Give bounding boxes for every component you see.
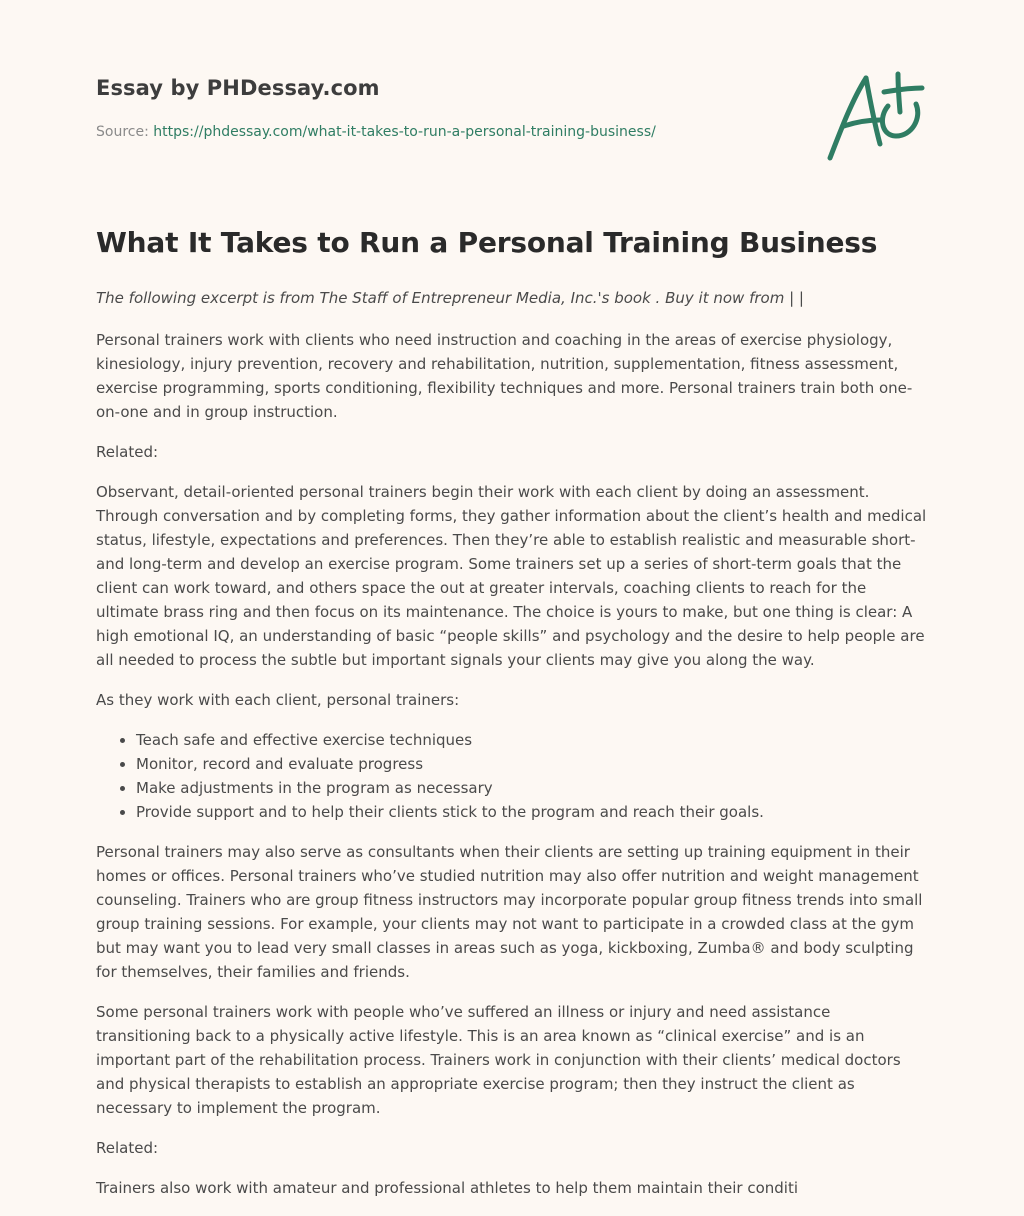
list-item: • Teach safe and effective exercise techniques	[136, 728, 928, 752]
source-line	[96, 124, 656, 140]
list-item: • Provide support and to help their clients stick to the program and reach their goals.	[136, 800, 928, 824]
a-plus-logo-icon	[826, 70, 926, 164]
site-brand: Essay by PHDessay.com	[96, 76, 380, 100]
intro-excerpt: The following excerpt is from The Staff of Entrepreneur Media, Inc.'s book . Buy it now from | |	[96, 289, 804, 307]
source-link[interactable]: https://phdessay.com/what-it-takes-to-run-a-personal-training-business/	[153, 124, 656, 140]
paragraph-2: Observant, detail-oriented personal trainers begin their work with each client by doing an assessment. Through conversation and by completing forms, they gather information about the client’s health and medical status, lifestyle, expectations and preferences. Then they’re able to establish realistic and measurable short- and long-term and develop an exercise program. Some trainers set up a series of short-term goals that the client can work toward, and others space the out at greater intervals, coaching clients to reach for the ultimate brass ring and then focus on its maintenance. The choice is yours to make, but one thing is clear: A high emotional IQ, an understanding of basic “people skills” and psychology and the desire to help people are all needed to process the subtle but important signals your clients may give you along the way.	[96, 483, 927, 669]
article-title: What It Takes to Run a Personal Training Business	[96, 226, 878, 259]
paragraph-1: Personal trainers work with clients who need instruction and coaching in the areas of exercise physiology, kinesiology, injury prevention, recovery and rehabilitation, nutrition, supplementation, fitness assessment, exercise programming, sports conditioning, flexibility techniques and more. Personal trainers train both one-on-one and in group instruction.	[96, 331, 913, 421]
related-label-2: Related:	[96, 1139, 159, 1157]
source-label: Source:	[96, 124, 149, 140]
duties-list	[96, 728, 928, 824]
paragraph-6: Trainers also work with amateur and professional athletes to help them maintain their conditi	[96, 1179, 799, 1197]
article-body	[96, 286, 928, 1216]
paragraph-3: As they work with each client, personal trainers:	[96, 691, 460, 709]
list-item: • Make adjustments in the program as necessary	[136, 776, 928, 800]
list-item: • Monitor, record and evaluate progress	[136, 752, 928, 776]
paragraph-5: Some personal trainers work with people who’ve suffered an illness or injury and need assistance transitioning back to a physically active lifestyle. This is an area known as “clinical exercise” and is an important part of the rehabilitation process. Trainers work in conjunction with their clients’ medical doctors and physical therapists to establish an appropriate exercise program; then they instruct the client as necessary to implement the program.	[96, 1003, 901, 1117]
related-label-1: Related:	[96, 443, 159, 461]
paragraph-4: Personal trainers may also serve as consultants when their clients are setting up training equipment in their homes or offices. Personal trainers who’ve studied nutrition may also offer nutrition and weight management counseling. Trainers who are group fitness instructors may incorporate popular group fitness trends into small group training sessions. For example, your clients may not want to participate in a crowded class at the gym but may want you to lead very small classes in areas such as yoga, kickboxing, Zumba® and body sculpting for themselves, their families and friends.	[96, 843, 923, 981]
